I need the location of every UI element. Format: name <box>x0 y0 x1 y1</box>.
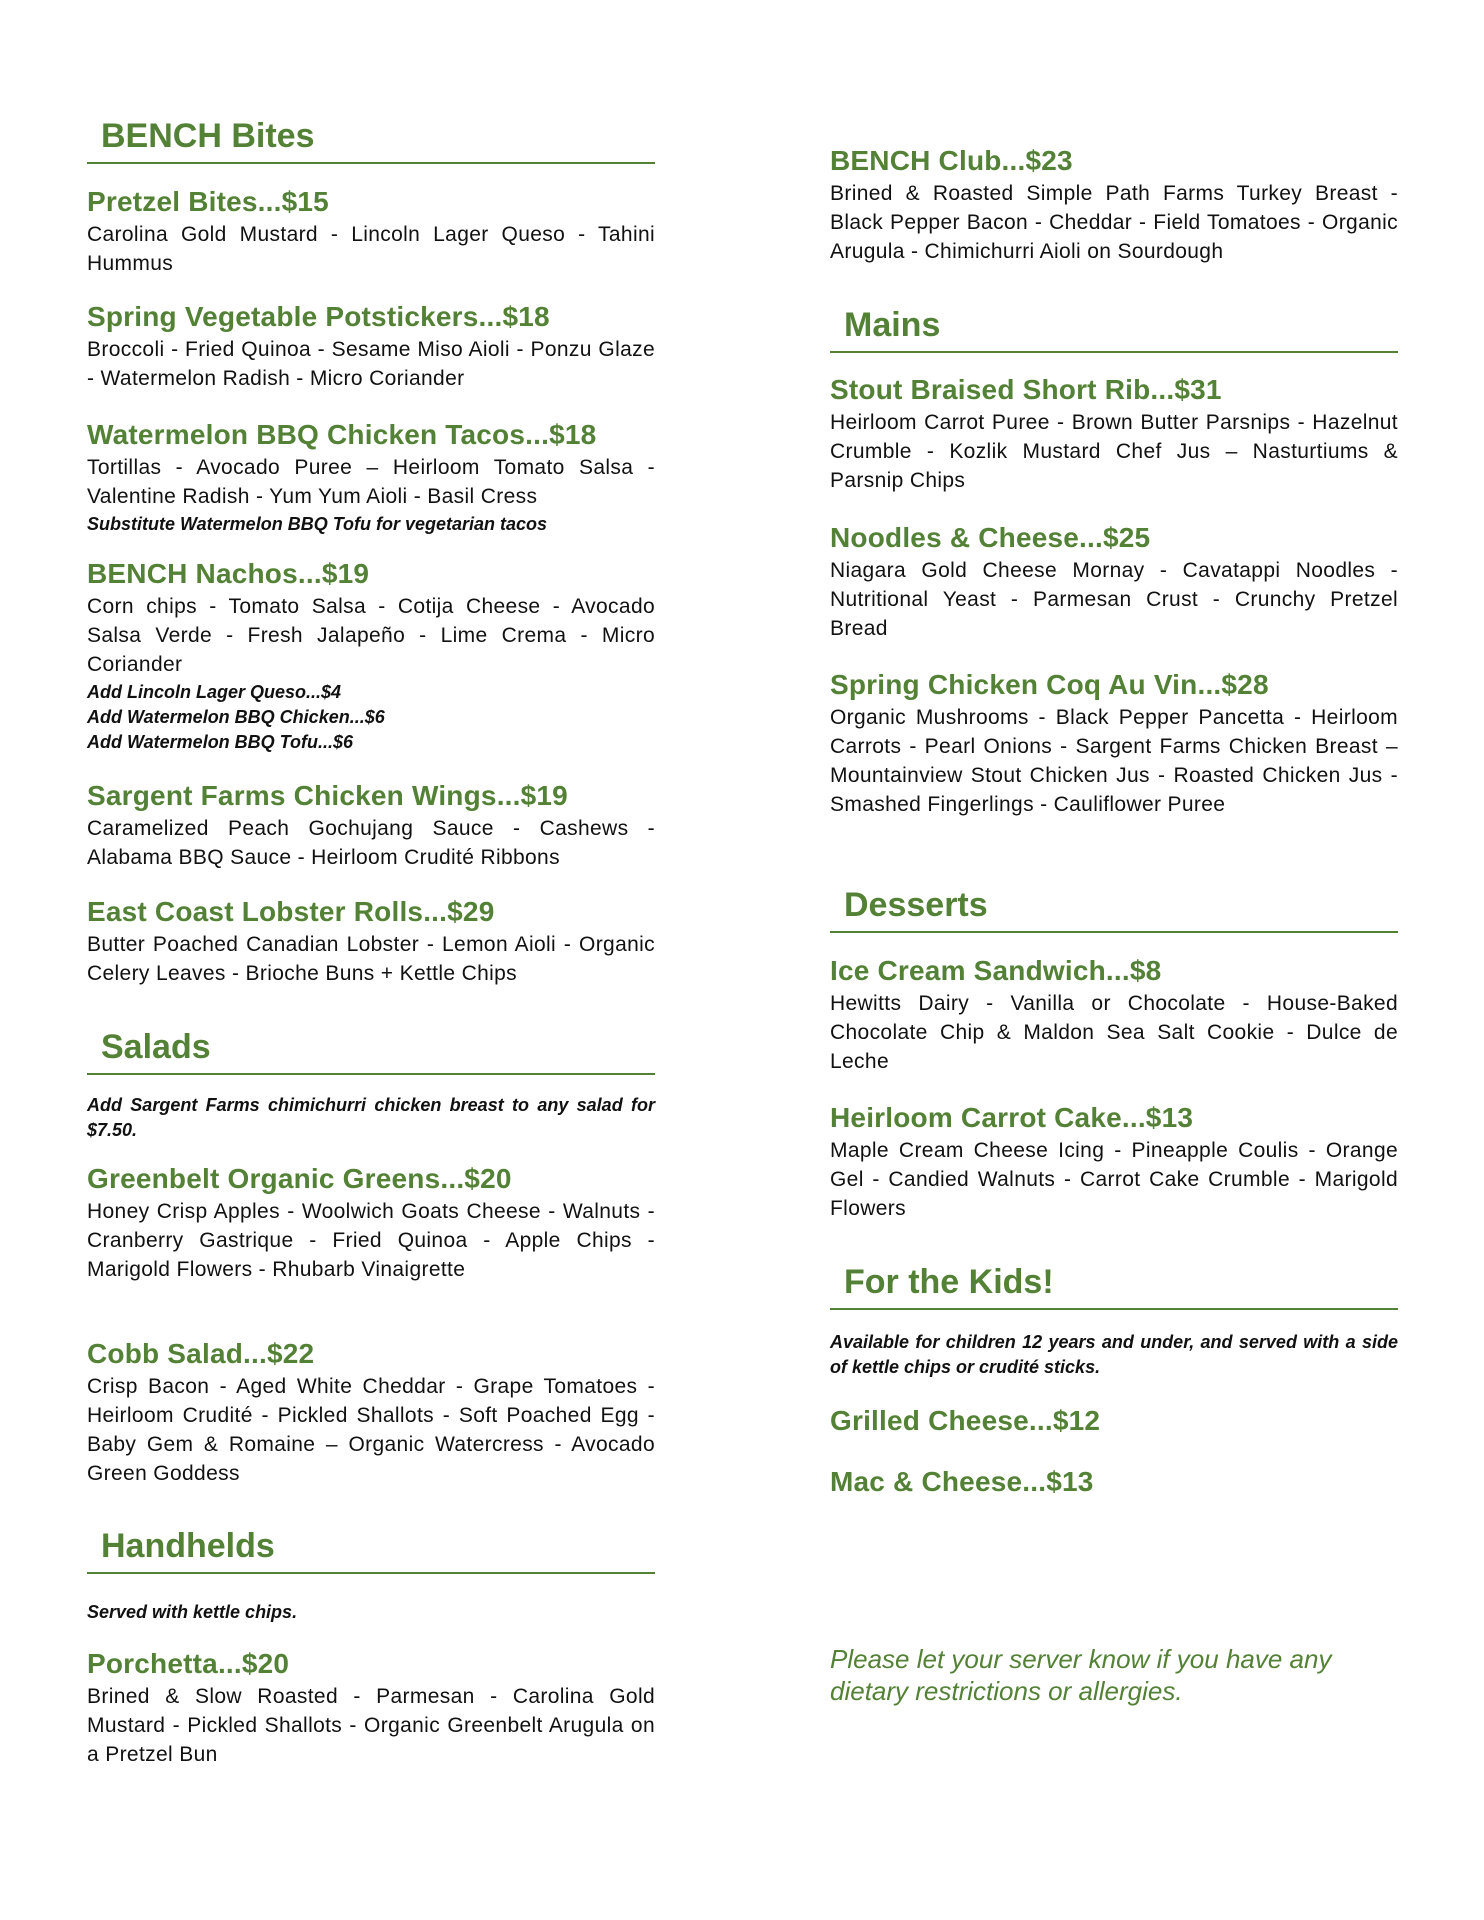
item-title: Grilled Cheese...$12 <box>830 1405 1101 1436</box>
item-description: Brined & Roasted Simple Path Farms Turkey Breast - Black Pepper Bacon - Cheddar - Field Tomatoes - Organic Arugula - Chimichurri Aioli on Sourdough <box>830 182 1398 263</box>
menu-item-bench-club <box>830 143 1398 266</box>
item-title: Heirloom Carrot Cake...$13 <box>830 1102 1194 1133</box>
section-note <box>87 1600 655 1625</box>
item-description: Honey Crisp Apples - Woolwich Goats Cheese - Walnuts - Cranberry Gastrique - Fried Quinoa - Apple Chips - Marigold Flowers - Rhubarb Vinaigrette <box>87 1200 655 1281</box>
note-text: Add Sargent Farms chimichurri chicken breast to any salad for $7.50. <box>87 1095 655 1140</box>
item-title: Porchetta...$20 <box>87 1648 290 1679</box>
item-title: Ice Cream Sandwich...$8 <box>830 955 1162 986</box>
allergy-disclaimer <box>830 1643 1398 1707</box>
menu-item-cobb-salad <box>87 1336 655 1488</box>
item-title: Cobb Salad...$22 <box>87 1338 315 1369</box>
section-heading: Handhelds <box>87 1526 655 1574</box>
section-heading: For the Kids! <box>830 1262 1398 1310</box>
item-title: Noodles & Cheese...$25 <box>830 522 1151 553</box>
menu-item-stout-braised-short-rib <box>830 372 1398 495</box>
menu-item-heirloom-carrot-cake <box>830 1100 1398 1223</box>
item-description: Hewitts Dairy - Vanilla or Chocolate - House-Baked Chocolate Chip & Maldon Sea Salt Cookie - Dulce de Leche <box>830 992 1398 1073</box>
item-description: Tortillas - Avocado Puree – Heirloom Tomato Salsa - Valentine Radish - Yum Yum Aioli - Basil Cress <box>87 456 655 508</box>
item-title: Mac & Cheese...$13 <box>830 1466 1094 1497</box>
note-text: Available for children 12 years and under, and served with a side of kettle chips or crudité sticks. <box>830 1332 1398 1377</box>
item-title: Stout Braised Short Rib...$31 <box>830 374 1222 405</box>
item-description: Caramelized Peach Gochujang Sauce - Cashews - Alabama BBQ Sauce - Heirloom Crudité Ribbons <box>87 817 655 869</box>
item-title: BENCH Nachos...$19 <box>87 558 370 589</box>
item-description: Crisp Bacon - Aged White Cheddar - Grape Tomatoes - Heirloom Crudité - Pickled Shallots - Soft Poached Egg - Baby Gem & Romaine – Organic Watercress - Avocado Green Goddess <box>87 1375 655 1485</box>
section-desserts <box>830 885 1398 933</box>
section-handhelds <box>87 1526 655 1574</box>
menu-item-pretzel-bites <box>87 184 655 278</box>
section-bench-bites <box>87 116 655 164</box>
section-salads <box>87 1027 655 1075</box>
item-addon-note: Add Lincoln Lager Queso...$4 <box>87 682 342 702</box>
item-description: Brined & Slow Roasted - Parmesan - Carolina Gold Mustard - Pickled Shallots - Organic Greenbelt Arugula on a Pretzel Bun <box>87 1685 655 1766</box>
item-addon-note: Add Watermelon BBQ Chicken...$6 <box>87 707 385 727</box>
item-description: Corn chips - Tomato Salsa - Cotija Cheese - Avocado Salsa Verde - Fresh Jalapeño - Lime Crema - Micro Coriander <box>87 595 655 676</box>
item-description: Maple Cream Cheese Icing - Pineapple Coulis - Orange Gel - Candied Walnuts - Carrot Cake Crumble - Marigold Flowers <box>830 1139 1398 1220</box>
item-title: East Coast Lobster Rolls...$29 <box>87 896 495 927</box>
section-note <box>87 1093 655 1143</box>
item-title: Sargent Farms Chicken Wings...$19 <box>87 780 568 811</box>
item-description: Heirloom Carrot Puree - Brown Butter Parsnips - Hazelnut Crumble - Kozlik Mustard Chef Jus – Nasturtiums & Parsnip Chips <box>830 411 1398 492</box>
menu-item-spring-chicken-coq-au-vin <box>830 667 1398 819</box>
menu-item-porchetta <box>87 1646 655 1769</box>
section-mains <box>830 305 1398 353</box>
menu-item-noodles-cheese <box>830 520 1398 643</box>
item-title: Watermelon BBQ Chicken Tacos...$18 <box>87 419 597 450</box>
section-heading: BENCH Bites <box>87 116 655 164</box>
menu-item-grilled-cheese <box>830 1403 1398 1439</box>
note-text: Served with kettle chips. <box>87 1602 298 1622</box>
section-heading: Desserts <box>830 885 1398 933</box>
item-title: BENCH Club...$23 <box>830 145 1073 176</box>
item-description: Niagara Gold Cheese Mornay - Cavatappi Noodles - Nutritional Yeast - Parmesan Crust - Crunchy Pretzel Bread <box>830 559 1398 640</box>
menu-item-sargent-farms-chicken-wings <box>87 778 655 872</box>
menu-item-greenbelt-organic-greens <box>87 1161 655 1284</box>
item-description: Butter Poached Canadian Lobster - Lemon Aioli - Organic Celery Leaves - Brioche Buns + Kettle Chips <box>87 933 655 985</box>
section-note <box>830 1330 1398 1380</box>
menu-item-bench-nachos <box>87 556 655 755</box>
menu-item-ice-cream-sandwich <box>830 953 1398 1076</box>
item-description: Organic Mushrooms - Black Pepper Pancetta - Heirloom Carrots - Pearl Onions - Sargent Farms Chicken Breast – Mountainview Stout Chicken Jus - Roasted Chicken Jus - Smashed Fingerlings - Cauliflower Puree <box>830 706 1398 816</box>
item-title: Greenbelt Organic Greens...$20 <box>87 1163 512 1194</box>
menu-item-watermelon-bbq-chicken-tacos <box>87 417 655 537</box>
item-title: Spring Vegetable Potstickers...$18 <box>87 301 550 332</box>
item-addon-note: Substitute Watermelon BBQ Tofu for vegetarian tacos <box>87 514 548 534</box>
section-for-the-kids <box>830 1262 1398 1310</box>
item-description: Broccoli - Fried Quinoa - Sesame Miso Aioli - Ponzu Glaze - Watermelon Radish - Micro Coriander <box>87 338 655 390</box>
menu-item-mac-cheese <box>830 1464 1398 1500</box>
item-description: Carolina Gold Mustard - Lincoln Lager Queso - Tahini Hummus <box>87 223 655 275</box>
item-title: Spring Chicken Coq Au Vin...$28 <box>830 669 1269 700</box>
disclaimer-text: Please let your server know if you have any dietary restrictions or allergies. <box>830 1644 1332 1706</box>
item-title: Pretzel Bites...$15 <box>87 186 329 217</box>
section-heading: Mains <box>830 305 1398 353</box>
section-heading: Salads <box>87 1027 655 1075</box>
menu-item-spring-vegetable-potstickers <box>87 299 655 393</box>
menu-item-east-coast-lobster-rolls <box>87 894 655 988</box>
item-addon-note: Add Watermelon BBQ Tofu...$6 <box>87 732 354 752</box>
